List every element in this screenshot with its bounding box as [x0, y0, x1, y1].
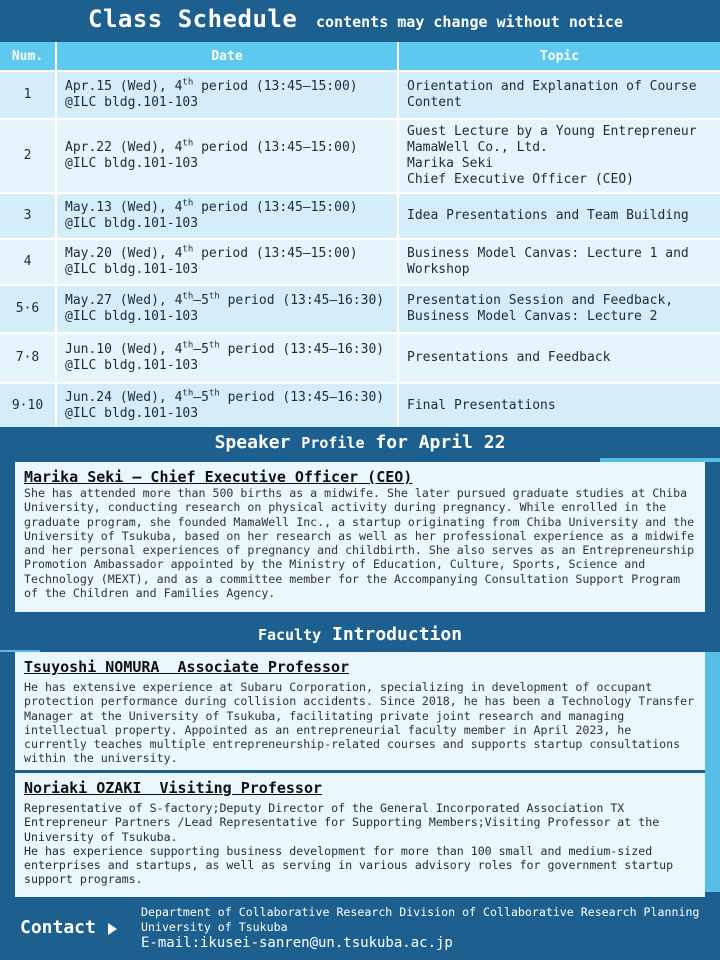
session-topic: Presentations and Feedback: [398, 333, 720, 383]
session-number: 4: [0, 239, 56, 285]
contact-footer: [0, 899, 720, 960]
column-header-topic: Topic: [398, 42, 720, 71]
speaker-title-date: for April 22: [375, 432, 506, 453]
session-topic: Guest Lecture by a Young Entrepreneur MamaWell Co., Ltd. Marika Seki Chief Executive Officer (CEO): [398, 119, 720, 193]
session-date: May.20 (Wed), 4th period (13:45–15:00) @ILC bldg.101-103: [56, 239, 398, 285]
table-row: [0, 193, 720, 239]
session-topic: Business Model Canvas: Lecture 1 and Workshop: [398, 239, 720, 285]
table-row: [0, 383, 720, 427]
speaker-title-word-small: Profile: [301, 434, 365, 452]
session-date: May.27 (Wed), 4th–5th period (13:45–16:30) @ILC bldg.101-103: [56, 285, 398, 333]
column-header-date: Date: [56, 42, 398, 71]
column-header-num: Num.: [0, 42, 56, 71]
faculty-section-title: [0, 620, 720, 650]
table-row: [0, 285, 720, 333]
table-row: [0, 239, 720, 285]
faculty-bio: He has extensive experience at Subaru Corporation, specializing in development of occupant protection performance during collision accidents. Since 2018, he has been a Technology Transfer Manager at the University of Tsukuba, facilitating private joint research and managing intellectual property. Appointed as an entrepreneurial faculty member in April 2023, he currently teaches multiple entrepreneurship-related courses and supports startup consultations within the university.: [24, 680, 695, 766]
table-row: [0, 333, 720, 383]
session-topic: Presentation Session and Feedback, Business Model Canvas: Lecture 2: [398, 285, 720, 333]
speaker-profile-card: [15, 462, 705, 612]
session-topic: Idea Presentations and Team Building: [398, 193, 720, 239]
speaker-name: Marika Seki – Chief Executive Officer (CEO): [24, 468, 413, 486]
session-number: 3: [0, 193, 56, 239]
contact-department: Department of Collaborative Research Division of Collaborative Research Planning University of Tsukuba: [141, 905, 700, 934]
session-date: Apr.22 (Wed), 4th period (13:45–15:00) @ILC bldg.101-103: [56, 119, 398, 193]
session-date: Jun.24 (Wed), 4th–5th period (13:45–16:30) @ILC bldg.101-103: [56, 383, 398, 427]
contact-label: Contact: [20, 917, 96, 938]
faculty-bio-paragraph: Representative of S-factory;Deputy Director of the General Incorporated Association TX Entrepreneur Partners /Lead Representative for Supporting Members;Visiting Professor at the University of Tsukuba.: [24, 801, 660, 844]
session-topic: Orientation and Explanation of Course Content: [398, 71, 720, 119]
session-date: May.13 (Wed), 4th period (13:45–15:00) @ILC bldg.101-103: [56, 193, 398, 239]
faculty-card-ozaki: [15, 773, 705, 897]
speaker-title-word: Speaker: [214, 432, 291, 453]
arrow-right-icon: [108, 923, 117, 935]
faculty-title-word: Introduction: [332, 624, 463, 645]
session-number: 9·10: [0, 383, 56, 427]
contact-email[interactable]: E-mail:ikusei-sanren@un.tsukuba.ac.jp: [141, 935, 453, 951]
session-date: Jun.10 (Wed), 4th–5th period (13:45–16:30) @ILC bldg.101-103: [56, 333, 398, 383]
faculty-card-nomura: [15, 652, 705, 770]
speaker-bio: She has attended more than 500 births as a midwife. She later pursued graduate studies at Chiba University, conducting research on physical activity during pregnancy. While enrolled in the graduate program, she founded MamaWell Inc., a startup originating from Chiba University and the University of Tsukuba, based on her research as well as her professional experience as a midwife and her personal experiences of pregnancy and childbirth. She also serves as an Entrepreneurship Promotion Ambassador appointed by the Ministry of Education, Culture, Sports, Science and Technology (MEXT), and as a committee member for the Accompanying Consultation Support Program of the Children and Families Agency.: [24, 486, 695, 601]
faculty-name: Noriaki OZAKI Visiting Professor: [24, 779, 323, 797]
session-number: 1: [0, 71, 56, 119]
schedule-table: [0, 42, 720, 427]
session-number: 5·6: [0, 285, 56, 333]
header-bar: [0, 0, 720, 42]
session-number: 7·8: [0, 333, 56, 383]
faculty-title-word-small: Faculty: [257, 626, 322, 644]
page-title: Class Schedule: [88, 5, 298, 33]
faculty-bio: [24, 801, 700, 887]
page-subtitle: contents may change without notice: [316, 13, 624, 31]
table-row: [0, 71, 720, 119]
speaker-section-title: [0, 428, 720, 458]
session-date: Apr.15 (Wed), 4th period (13:45–15:00) @ILC bldg.101-103: [56, 71, 398, 119]
session-topic: Final Presentations: [398, 383, 720, 427]
faculty-name: Tsuyoshi NOMURA Associate Professor: [24, 658, 350, 676]
faculty-bio-paragraph: He has experience supporting business development for more than 100 small and medium-sized enterprises and startups, as well as serving in various advisory roles for government startup support programs.: [24, 843, 674, 887]
table-row: [0, 119, 720, 193]
session-number: 2: [0, 119, 56, 193]
schedule-header-row: [0, 42, 720, 71]
decorative-accent: [705, 652, 720, 892]
